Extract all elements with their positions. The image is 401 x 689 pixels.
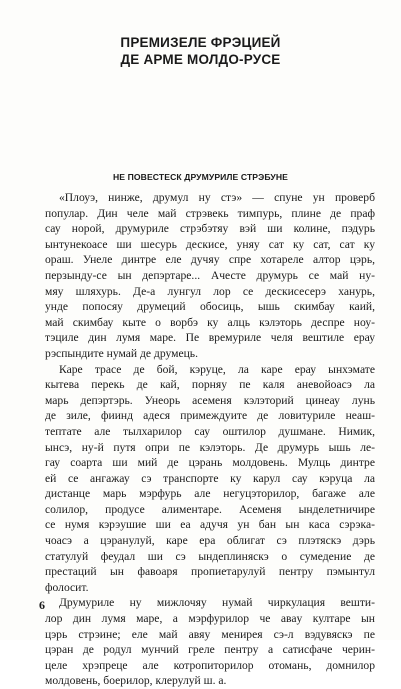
page-number: 6 (39, 598, 45, 612)
text-line: ынсэ, ну-й путя опри пе кэлэторь. Де друмурь ышь ле- (45, 440, 375, 454)
text-line: чоасэ а цэранулуй, каре ера облигат сэ плэтяскэ дэрь (45, 534, 375, 548)
body-text (45, 190, 375, 689)
text-line: цэран де родул мунчий греле пентру а сатисфаче черин- (45, 643, 375, 657)
text-line: тэциле дин лумя маре. Пе времуриле челя вештиле ерау (45, 331, 375, 345)
text-line: гау соарта ши мий де цэрань молдовень. Мулць динтре (45, 456, 375, 470)
text-line: цэрь стрэине; еле май авяу менирея сэ-л вэдувяскэ пе (45, 627, 375, 641)
text-line: «Плоуэ, нинже, друмул ну стэ» — спуне ун проверб (59, 191, 375, 204)
text-line: ынтунекоасе ши шесурь дескисе, уняу сат ку сат, сат ку (45, 237, 375, 251)
text-line: де зиле, фиинд адеся примеждуите де ловитуриле неаш- (45, 409, 375, 423)
text-line: популар. Дин челе май стрэвекь тимпурь, плине де праф (45, 206, 375, 220)
text-line: целе хрэпреце але котропиторилор отомань, домнилор (45, 658, 375, 672)
text-line: кытева перекь де кай, порняу пе каля аневойоасэ ла (45, 378, 375, 392)
text-line: престаций ын фавоаря пропиетарулуй пентру пэмынтул (45, 565, 375, 579)
text-line: ей се ангажау сэ транспорте ку карул сау кэруца ла (45, 471, 375, 485)
text-line: Друмуриле ну мижлочяу нумай чиркулация вешти- (59, 596, 375, 610)
text-line: се нумя кэрэушие ши еа адучя ун бан ын каса сэрэка- (45, 518, 375, 532)
text-line: унде попосяу друмеций обосиць, ышь скимбау каий, (45, 300, 375, 314)
paragraph-3 (45, 595, 375, 689)
text-line: перзынду-се ын депэртаре... Ачесте друмурь се май ну- (45, 268, 375, 282)
section-title: НЕ ПОВЕСТЕСК ДРУМУРИЛЕ СТРЭБУНЕ (112, 172, 289, 182)
text-line: тептате але тылхарилор сау оштилор душмане. Нимик, (45, 424, 375, 438)
chapter-title-line-1: ПРЕМИЗЕЛЕ ФРЭЦИЕЙ (120, 35, 281, 50)
text-line: мяу шляхурь. Де-а лунгул лор се дескисесерэ ханурь, (45, 284, 375, 298)
text-line: молдовень, боерилор, клерулуй ш. а. (45, 674, 227, 688)
paragraph-1 (45, 190, 375, 362)
text-line: лор дин лумя маре, а мэрфурилор че аваy култаре ын (45, 612, 375, 626)
text-line: рэспындите нумай де друмець. (45, 346, 198, 360)
text-line: ораш. Унеле динтре еле дучяу спре хотареле алтор цэрь, (45, 253, 375, 267)
paragraph-2 (45, 362, 375, 596)
chapter-title (0, 34, 401, 68)
text-line: статулуй феудал ши сэ ындеплиняскэ о сумедение де (45, 549, 375, 563)
text-line: солилор, продусе алиментаре. Асеменя ынделетничире (45, 502, 375, 516)
chapter-title-line-2: ДЕ АРМЕ МОЛДО-РУСЕ (120, 52, 281, 67)
text-line: Каре трасе де бой, кэруце, ла каре ерау ынхэмате (59, 362, 375, 376)
text-line: фолосит. (45, 580, 89, 594)
text-line: сау норой, друмуриле стрэбэтяу вэй ши колине, пэдурь (45, 222, 375, 236)
text-line: марь депэртэрь. Унеорь асеменя кэлэторий цинеау лунь (45, 393, 375, 407)
text-line: дистанце марь мэрфурь але негуцэторилор, багаже але (45, 487, 375, 501)
text-line: май скимбау кыте о ворбэ ку алць кэлэторь деспре ноу- (45, 315, 375, 329)
